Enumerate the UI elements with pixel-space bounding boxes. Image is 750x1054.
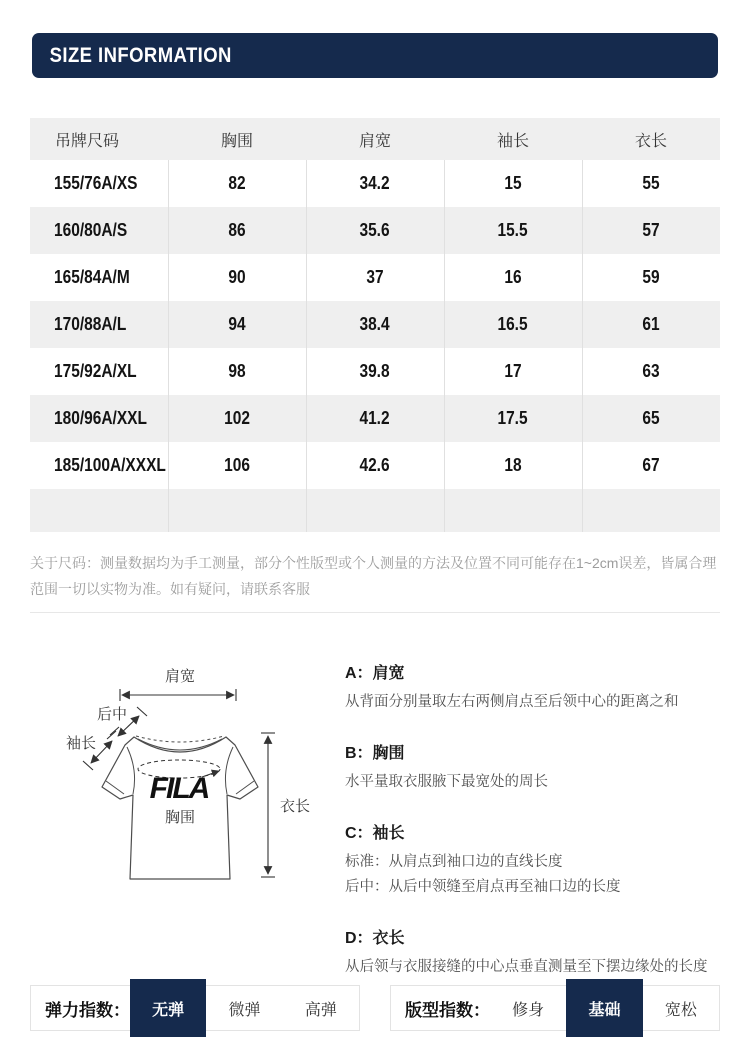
value-cell: 16.5	[444, 301, 582, 348]
empty-cell	[582, 489, 720, 532]
value-cell: 18	[444, 442, 582, 489]
table-row	[30, 348, 720, 395]
value-cell: 90	[168, 254, 306, 301]
value-cell: 15	[444, 160, 582, 207]
value-cell: 67	[582, 442, 720, 489]
tshirt-outline	[102, 736, 258, 879]
elasticity-option-no-stretch[interactable]: 无弹	[130, 979, 206, 1037]
table-row	[30, 160, 720, 207]
size-table	[30, 118, 720, 532]
value-cell: 38.4	[306, 301, 444, 348]
value-cell: 37	[306, 254, 444, 301]
guide-description: 从后领与衣服接缝的中心点垂直测量至下摆边缘处的长度	[345, 959, 708, 975]
fit-index-label: 版型指数：	[405, 1000, 490, 1020]
value-cell: 63	[582, 348, 720, 395]
section-title: SIZE INFORMATION	[49, 43, 232, 67]
garment-length-label: 衣长	[280, 798, 311, 815]
value-cell: 61	[582, 301, 720, 348]
value-cell: 39.8	[306, 348, 444, 395]
guide-title: A：肩宽	[345, 665, 405, 682]
size-cell: 160/80A/S	[30, 207, 168, 254]
guide-title: D：衣长	[345, 930, 405, 947]
value-cell: 16	[444, 254, 582, 301]
value-cell: 106	[168, 442, 306, 489]
sleeve-length-label: 袖长	[65, 735, 96, 752]
guide-item-chest	[345, 740, 730, 795]
value-cell: 59	[582, 254, 720, 301]
table-spacer-row	[30, 489, 720, 532]
chest-label: 胸围	[164, 809, 196, 826]
guide-description: 从背面分别量取左右两侧肩点至后领中心的距离之和	[345, 694, 679, 710]
fit-option-basic[interactable]: 基础	[566, 979, 642, 1037]
guide-title: C：袖长	[345, 825, 405, 842]
tshirt-diagram-svg	[30, 648, 330, 960]
guide-item-shoulder	[345, 660, 730, 715]
tshirt-measurement-diagram	[30, 648, 330, 960]
elasticity-option-slight-stretch[interactable]: 微弹	[228, 1001, 261, 1019]
fit-option-slim[interactable]: 修身	[512, 1001, 545, 1019]
size-cell: 180/96A/XXL	[30, 395, 168, 442]
column-header-sleeve: 袖长	[444, 118, 582, 160]
value-cell: 102	[168, 395, 306, 442]
size-cell: 165/84A/M	[54, 267, 130, 287]
shoulder-width-arrow	[120, 689, 236, 701]
value-cell: 15.5	[444, 207, 582, 254]
index-row	[30, 985, 720, 1031]
guide-description: 标准：从肩点到袖口边的直线长度	[345, 854, 563, 870]
empty-cell	[168, 489, 306, 532]
guide-title: B：胸围	[345, 745, 405, 762]
elasticity-index-label: 弹力指数：	[45, 1000, 130, 1020]
size-cell: 155/76A/XS	[54, 173, 138, 193]
measure-junction-ticks	[107, 727, 119, 739]
elasticity-index-group	[30, 985, 360, 1031]
measure-guide	[345, 660, 730, 1005]
table-row	[30, 395, 720, 442]
value-cell: 17.5	[444, 395, 582, 442]
guide-item-sleeve	[345, 820, 730, 900]
value-cell: 55	[582, 160, 720, 207]
section-header-bar	[32, 33, 718, 78]
fit-index-group	[390, 985, 720, 1031]
value-cell: 42.6	[306, 442, 444, 489]
guide-description: 水平量取衣服腋下最宽处的周长	[345, 774, 548, 790]
column-header-length: 衣长	[582, 118, 720, 160]
empty-cell	[306, 489, 444, 532]
guide-item-length	[345, 925, 730, 980]
value-cell: 41.2	[306, 395, 444, 442]
value-cell: 17	[444, 348, 582, 395]
value-cell: 86	[168, 207, 306, 254]
empty-cell	[30, 489, 168, 532]
value-cell: 94	[168, 301, 306, 348]
value-cell: 98	[168, 348, 306, 395]
size-cell: 175/92A/XL	[54, 361, 137, 381]
size-cell: 170/88A/L	[30, 301, 168, 348]
value-cell: 65	[582, 395, 720, 442]
column-header-tag-size: 吊牌尺码	[30, 118, 168, 160]
value-cell: 57	[582, 207, 720, 254]
guide-description: 后中：从后中领缝至肩点再至袖口边的长度	[345, 879, 621, 895]
size-disclaimer-note: 关于尺码：测量数据均为手工测量，部分个性版型或个人测量的方法及位置不同可能存在1~2cm误差，皆属合理范围一切以实物为准。如有疑问，请联系客服	[30, 555, 717, 597]
elasticity-options	[130, 986, 359, 1030]
column-header-shoulder: 肩宽	[306, 118, 444, 160]
table-row	[30, 442, 720, 489]
fit-options	[490, 986, 719, 1030]
divider-line	[30, 612, 720, 613]
value-cell: 82	[168, 160, 306, 207]
size-cell: 185/100A/XXXL	[54, 455, 166, 475]
value-cell: 35.6	[306, 207, 444, 254]
table-header-row	[30, 118, 720, 160]
table-row	[30, 254, 720, 301]
value-cell: 34.2	[306, 160, 444, 207]
fila-logo: FILA	[149, 772, 209, 805]
back-center-label: 后中	[96, 706, 127, 723]
table-row	[30, 207, 720, 254]
shoulder-width-label: 肩宽	[164, 668, 196, 685]
fit-option-loose[interactable]: 宽松	[664, 1001, 697, 1019]
empty-cell	[444, 489, 582, 532]
garment-length-arrow	[261, 733, 275, 877]
column-header-chest: 胸围	[168, 118, 306, 160]
table-row	[30, 301, 720, 348]
elasticity-option-high-stretch[interactable]: 高弹	[304, 1001, 337, 1019]
